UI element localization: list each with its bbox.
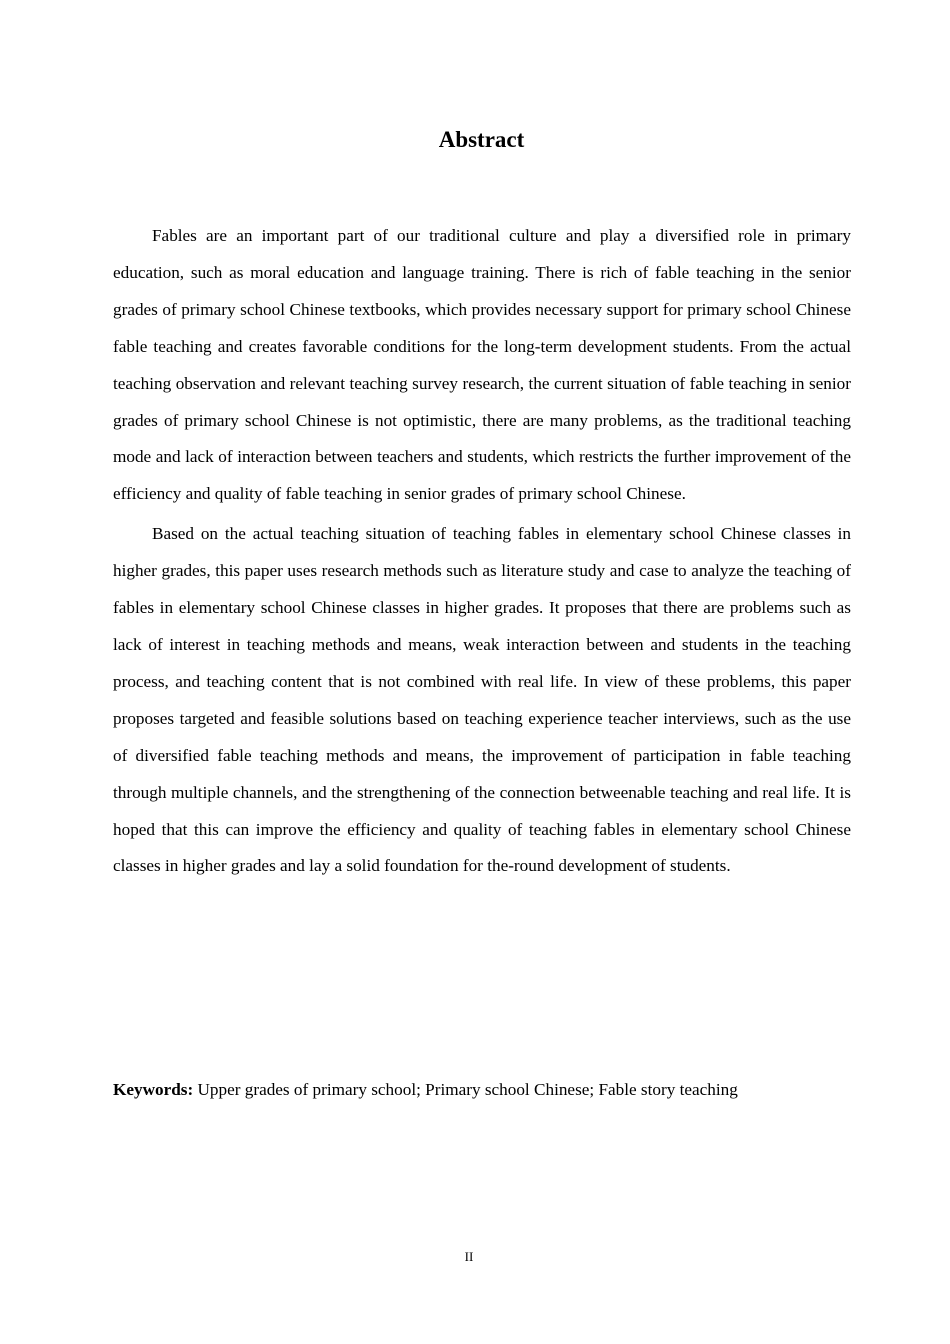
- abstract-title: Abstract: [438, 127, 525, 152]
- page-number-text: II: [464, 1249, 474, 1264]
- keywords-line: [113, 1073, 873, 1107]
- keywords-text: Upper grades of primary school; Primary school Chinese; Fable story teaching: [197, 1080, 738, 1099]
- abstract-paragraph-1: Fables are an important part of our traditional culture and play a diversified role in primary education, such as moral education and language training. There is rich of fable teaching in the senior grades of primary school Chinese textbooks, which provides necessary support for primary school Chinese fable teaching and creates favorable conditions for the long-term development students. From the actual teaching observation and relevant teaching survey research, the current situation of fable teaching in senior grades of primary school Chinese is not optimistic, there are many problems, as the traditional teaching mode and lack of interaction between teachers and students, which restricts the further improvement of the efficiency and quality of fable teaching in senior grades of primary school Chinese.: [113, 226, 851, 504]
- page-number: [0, 1248, 950, 1266]
- keywords-label: Keywords:: [113, 1080, 194, 1099]
- abstract-body: [113, 218, 851, 885]
- abstract-paragraph-2: Based on the actual teaching situation of teaching fables in elementary school Chinese classes in higher grades, this paper uses research methods such as literature study and case to analyze the teaching of fables in elementary school Chinese classes in higher grades. It proposes that there are problems such as lack of interest in teaching methods and means, weak interaction between and students in the teaching process, and teaching content that is not combined with real life. In view of these problems, this paper proposes targeted and feasible solutions based on teaching experience teacher interviews, such as the use of diversified fable teaching methods and means, the improvement of participation in fable teaching through multiple channels, and the strengthening of the connection betweenable teaching and real life. It is hoped that this can improve the efficiency and quality of teaching fables in elementary school Chinese classes in higher grades and lay a solid foundation for the-round development of students.: [113, 524, 851, 876]
